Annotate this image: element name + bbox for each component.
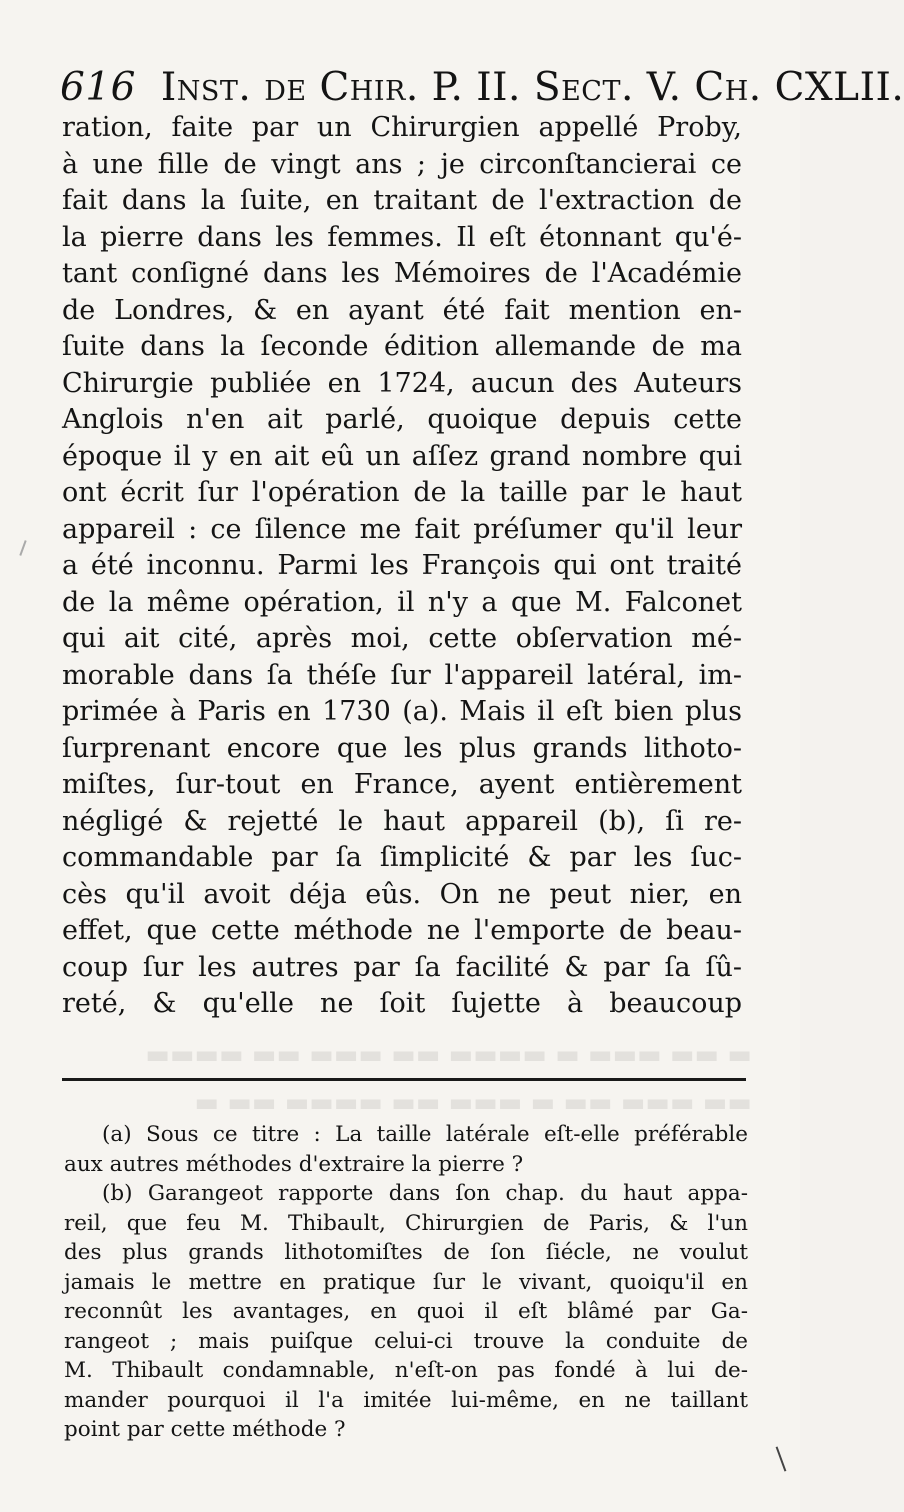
- footnote-rule: [62, 1078, 746, 1081]
- show-through-text: ▬▬ ▬▬▬ ▬▬ ▬ ▬▬▬ ▬▬ ▬▬▬▬ ▬▬ ▬: [194, 1088, 752, 1118]
- margin-mark: [19, 540, 26, 556]
- text-line: Chirurgie publiée en 1724, aucun des Auteurs: [62, 367, 742, 399]
- text-line: tant conſigné dans les Mémoires de l'Académie: [62, 258, 742, 289]
- show-through-text: ▬ ▬▬ ▬▬▬ ▬ ▬▬▬▬ ▬▬ ▬▬▬ ▬▬ ▬▬▬▬: [145, 1040, 752, 1070]
- running-title: Inst. de Chir. P. II. Sect. V. Ch. CXLII.: [160, 65, 904, 110]
- text-line: de Londres, & en ayant été fait mention en-: [62, 294, 742, 326]
- footnote-line: jamais le mettre en pratique ſur le vivant, quoiqu'il en: [64, 1269, 748, 1295]
- text-line: à une fille de vingt ans ; je circonſtancierai ce: [62, 148, 742, 180]
- text-line: qui ait cité, après moi, cette obſervation mé-: [62, 623, 742, 654]
- text-line: cès qu'il avoit déja eûs. On ne peut nier, en: [62, 878, 742, 910]
- text-line: effet, que cette méthode ne l'emporte de beau-: [62, 915, 742, 946]
- text-line: ſurprenant encore que les plus grands lithoto-: [62, 732, 742, 764]
- footnote-line: point par cette méthode ?: [64, 1417, 346, 1442]
- footnotes: [64, 1120, 748, 1445]
- text-line: ration, faite par un Chirurgien appellé Proby,: [62, 112, 742, 143]
- footnote-line: des plus grands lithotomiſtes de ſon ſiécle, ne voulut: [64, 1240, 748, 1265]
- footnote-line: rangeot ; mais puiſque celui-ci trouve la conduite de: [64, 1328, 748, 1354]
- main-text: [62, 110, 742, 1023]
- text-line: Anglois n'en ait parlé, quoique depuis cette: [62, 404, 742, 435]
- footnote-line: (a) Sous ce titre : La taille latérale eſt-elle préférable: [102, 1122, 748, 1147]
- text-line: appareil : ce ſilence me fait préſumer qu'il leur: [62, 513, 742, 545]
- footnote-line: M. Thibault condamnable, n'eſt-on pas fondé à lui de-: [64, 1358, 748, 1383]
- text-line: ſuite dans la ſeconde édition allemande de ma: [62, 331, 742, 362]
- running-header: [60, 64, 904, 112]
- footnote-line: (b) Garangeot rapporte dans ſon chap. du haut appa-: [102, 1181, 748, 1206]
- footnote-line: mander pourquoi il l'a imitée lui-même, en ne taillant: [64, 1387, 748, 1413]
- footnote-line: aux autres méthodes d'extraire la pierre ?: [64, 1151, 524, 1177]
- text-line: primée à Paris en 1730 (a). Mais il eſt bien plus: [62, 696, 742, 727]
- text-line: morable dans ſa théſe ſur l'appareil latéral, im-: [62, 659, 742, 691]
- page-number: 616: [60, 65, 136, 110]
- text-line: ont écrit ſur l'opération de la taille par le haut: [62, 477, 742, 508]
- margin-mark: [776, 1446, 787, 1471]
- text-line: coup ſur les autres par ſa facilité & par ſa ſû-: [62, 951, 742, 983]
- footnote-line: reconnût les avantages, en quoi il eſt blâmé par Ga-: [64, 1299, 748, 1324]
- text-line: fait dans la ſuite, en traitant de l'extraction de: [62, 185, 742, 216]
- text-line: miſtes, ſur-tout en France, ayent entièrement: [62, 769, 742, 800]
- text-line: la pierre dans les femmes. Il eſt étonnant qu'é-: [62, 221, 742, 253]
- text-line: reté, & qu'elle ne ſoit ſujette à beaucoup: [62, 988, 742, 1019]
- text-line: commandable par ſa ſimplicité & par les ſuc-: [62, 842, 742, 873]
- text-line: a été inconnu. Parmi les François qui ont traité: [62, 550, 742, 581]
- footnote-line: reil, que feu M. Thibault, Chirurgien de Paris, & l'un: [64, 1210, 748, 1236]
- text-line: de la même opération, il n'y a que M. Falconet: [62, 586, 742, 618]
- text-line: époque il y en ait eû un aſſez grand nombre qui: [62, 440, 742, 472]
- text-line: négligé & rejetté le haut appareil (b), ſi re-: [62, 805, 742, 837]
